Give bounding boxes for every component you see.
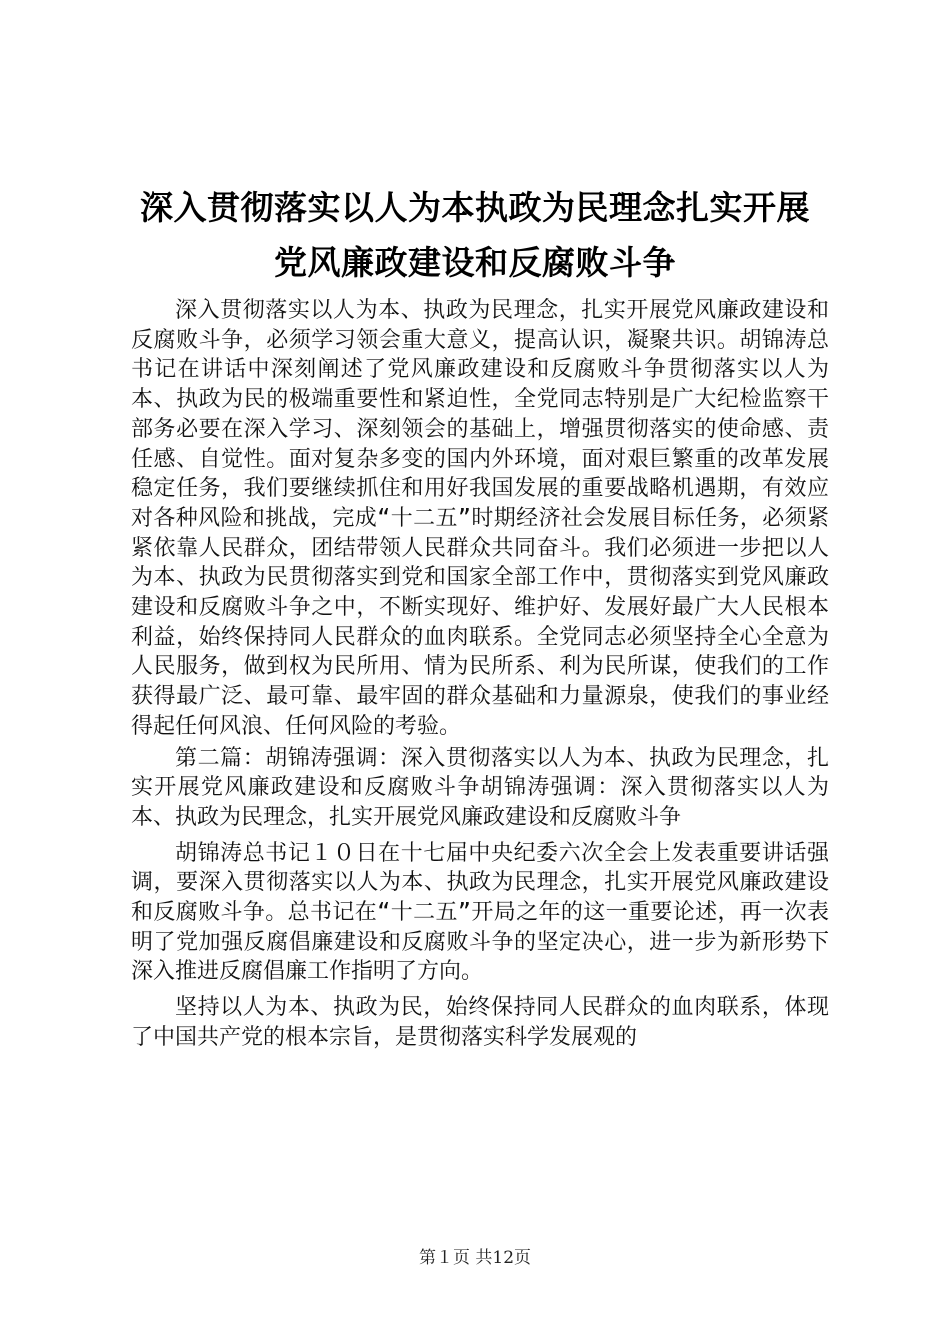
- document-title-line-1: 深入贯彻落实以人为本执政为民理念扎实开展: [140, 188, 810, 227]
- paragraph-4: 坚持以人为本、执政为民，始终保持同人民群众的血肉联系，体现了中国共产党的根本宗旨，是贯彻落实科学发展观的: [131, 995, 829, 1050]
- paragraph-1: 深入贯彻落实以人为本、执政为民理念，扎实开展党风廉政建设和反腐败斗争，必须学习领会重大意义，提高认识，凝聚共识。胡锦涛总书记在讲话中深刻阐述了党风廉政建设和反腐败斗争贯彻落实以人为本、执政为民的极端重要性和紧迫性，全党同志特别是广大纪检监察干部务必要在深入学习、深刻领会的基础上，增强贯彻落实的使命感、责任感、自觉性。面对复杂多变的国内外环境，面对艰巨繁重的改革发展稳定任务，我们要继续抓住和用好我国发展的重要战略机遇期，有效应对各种风险和挑战，完成“十二五”时期经济社会发展目标任务，必须紧紧依靠人民群众，团结带领人民群众共同奋斗。我们必须进一步把以人为本、执政为民贯彻落实到党和国家全部工作中，贯彻落实到党风廉政建设和反腐败斗争之中，不断实现好、维护好、发展好最广大人民根本利益，始终保持同人民群众的血肉联系。全党同志必须坚持全心全意为人民服务，做到权为民所用、情为民所系、利为民所谋，使我们的工作获得最广泛、最可靠、最牢固的群众基础和力量源泉，使我们的事业经得起任何风浪、任何风险的考验。: [131, 298, 829, 739]
- document-title-line-2: 党风廉政建设和反腐败斗争: [274, 243, 676, 282]
- page-footer: 第１页 共12页: [418, 1248, 532, 1268]
- document-body: [131, 296, 829, 1053]
- paragraph-2: 第二篇：胡锦涛强调：深入贯彻落实以人为本、执政为民理念，扎实开展党风廉政建设和反腐败斗争胡锦涛强调：深入贯彻落实以人为本、执政为民理念，扎实开展党风廉政建设和反腐败斗争: [131, 745, 829, 830]
- paragraph-3: 胡锦涛总书记１０日在十七届中央纪委六次全会上发表重要讲话强调，要深入贯彻落实以人为本、执政为民理念，扎实开展党风廉政建设和反腐败斗争。总书记在“十二五”开局之年的这一重要论述，再一次表明了党加强反腐倡廉建设和反腐败斗争的坚定决心，进一步为新形势下深入推进反腐倡廉工作指明了方向。: [131, 840, 829, 985]
